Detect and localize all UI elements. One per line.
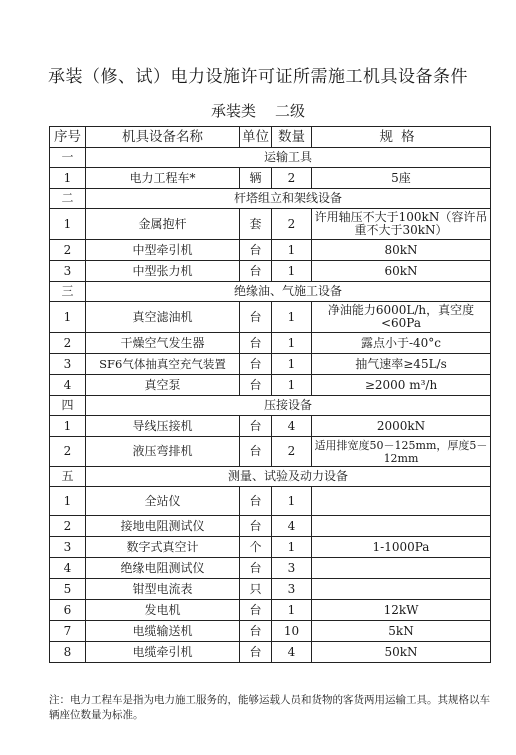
row-name: 接地电阻测试仪: [86, 516, 240, 537]
category-no: 二: [50, 189, 86, 209]
table-row: [50, 240, 491, 261]
row-spec: 2000kN: [312, 416, 491, 437]
row-unit: 台: [240, 416, 272, 437]
row-unit: 台: [240, 558, 272, 579]
row-unit: 套: [240, 209, 272, 240]
row-qty: 10: [272, 621, 312, 642]
row-unit: 台: [240, 642, 272, 663]
table-row: [50, 487, 491, 516]
table-row: [50, 375, 491, 396]
row-qty: 4: [272, 516, 312, 537]
row-name: 电缆牵引机: [86, 642, 240, 663]
row-no: 7: [50, 621, 86, 642]
table-row: [50, 621, 491, 642]
row-unit: 辆: [240, 168, 272, 189]
row-unit: 台: [240, 375, 272, 396]
table-row: [50, 302, 491, 333]
row-name: 中型牵引机: [86, 240, 240, 261]
row-qty: 2: [272, 209, 312, 240]
row-unit: 台: [240, 487, 272, 516]
row-qty: 1: [272, 302, 312, 333]
row-unit: 台: [240, 516, 272, 537]
row-name: 电力工程车*: [86, 168, 240, 189]
row-qty: 1: [272, 375, 312, 396]
category-row: [50, 282, 491, 302]
category-title: 绝缘油、气施工设备: [86, 282, 491, 302]
category-title: 杆塔组立和架线设备: [86, 189, 491, 209]
table-row: [50, 642, 491, 663]
row-no: 1: [50, 302, 86, 333]
row-name: 导线压接机: [86, 416, 240, 437]
header-qty: 数量: [272, 127, 312, 148]
table-row: [50, 579, 491, 600]
row-qty: 1: [272, 537, 312, 558]
row-qty: 2: [272, 168, 312, 189]
table-row: [50, 437, 491, 467]
row-unit: 台: [240, 302, 272, 333]
document-title: 承装（修、试）电力设施许可证所需施工机具设备条件: [48, 67, 468, 87]
header-unit: 单位: [240, 127, 272, 148]
row-spec: 适用排宽度50－125mm，厚度5－12mm: [312, 437, 491, 467]
row-no: 6: [50, 600, 86, 621]
row-spec: [312, 516, 491, 537]
row-spec: ≥2000 m³/h: [312, 375, 491, 396]
row-unit: 台: [240, 600, 272, 621]
category-row: [50, 148, 491, 168]
row-unit: 台: [240, 261, 272, 282]
row-name: 电缆输送机: [86, 621, 240, 642]
header-no: 序号: [50, 127, 86, 148]
row-name: SF6气体抽真空充气装置: [86, 354, 240, 375]
row-name: 金属抱杆: [86, 209, 240, 240]
row-spec: 12kW: [312, 600, 491, 621]
row-spec: 80kN: [312, 240, 491, 261]
category-row: [50, 189, 491, 209]
row-qty: 1: [272, 600, 312, 621]
row-no: 8: [50, 642, 86, 663]
header-spec: 规格: [312, 127, 491, 148]
row-qty: 4: [272, 416, 312, 437]
row-no: 2: [50, 240, 86, 261]
category-row: [50, 396, 491, 416]
header-name: 机具设备名称: [86, 127, 240, 148]
row-unit: 台: [240, 621, 272, 642]
category-title: 压接设备: [86, 396, 491, 416]
category-no: 四: [50, 396, 86, 416]
row-no: 3: [50, 261, 86, 282]
table-row: [50, 516, 491, 537]
table-row: [50, 537, 491, 558]
row-spec: 许用轴压不大于100kN（容许吊重不大于30kN）: [312, 209, 491, 240]
row-no: 2: [50, 333, 86, 354]
row-unit: 台: [240, 437, 272, 467]
document-subtitle: 承装类 二级: [210, 102, 306, 120]
row-name: 液压弯排机: [86, 437, 240, 467]
table-row: [50, 558, 491, 579]
row-qty: 1: [272, 354, 312, 375]
row-no: 2: [50, 516, 86, 537]
row-name: 真空泵: [86, 375, 240, 396]
category-title: 测量、试验及动力设备: [86, 467, 491, 487]
row-name: 数字式真空计: [86, 537, 240, 558]
row-no: 3: [50, 537, 86, 558]
row-name: 中型张力机: [86, 261, 240, 282]
row-unit: 个: [240, 537, 272, 558]
row-unit: 只: [240, 579, 272, 600]
row-spec: 60kN: [312, 261, 491, 282]
row-spec: 5kN: [312, 621, 491, 642]
table-row: [50, 261, 491, 282]
category-title: 运输工具: [86, 148, 491, 168]
table-row: [50, 333, 491, 354]
category-no: 五: [50, 467, 86, 487]
table-row: [50, 600, 491, 621]
row-spec: 5座: [312, 168, 491, 189]
row-name: 绝缘电阻测试仪: [86, 558, 240, 579]
row-name: 发电机: [86, 600, 240, 621]
row-qty: 4: [272, 642, 312, 663]
row-unit: 台: [240, 240, 272, 261]
row-no: 5: [50, 579, 86, 600]
row-name: 全站仪: [86, 487, 240, 516]
row-no: 1: [50, 209, 86, 240]
row-spec: 露点小于-40°c: [312, 333, 491, 354]
row-no: 4: [50, 558, 86, 579]
equipment-table: [49, 126, 491, 663]
row-qty: 1: [272, 487, 312, 516]
category-row: [50, 467, 491, 487]
row-qty: 2: [272, 437, 312, 467]
row-no: 1: [50, 416, 86, 437]
row-no: 4: [50, 375, 86, 396]
table-header-row: [50, 127, 491, 148]
row-spec: 50kN: [312, 642, 491, 663]
row-name: 干燥空气发生器: [86, 333, 240, 354]
row-name: 真空滤油机: [86, 302, 240, 333]
row-spec: 净油能力6000L/h，真空度<60Pa: [312, 302, 491, 333]
table-row: [50, 416, 491, 437]
table-row: [50, 354, 491, 375]
category-no: 三: [50, 282, 86, 302]
row-name: 钳型电流表: [86, 579, 240, 600]
row-qty: 1: [272, 240, 312, 261]
row-spec: 1-1000Pa: [312, 537, 491, 558]
row-no: 3: [50, 354, 86, 375]
row-qty: 3: [272, 579, 312, 600]
row-qty: 3: [272, 558, 312, 579]
row-spec: [312, 579, 491, 600]
row-no: 1: [50, 487, 86, 516]
row-qty: 1: [272, 333, 312, 354]
row-qty: 1: [272, 261, 312, 282]
row-spec: [312, 558, 491, 579]
row-unit: 台: [240, 333, 272, 354]
row-no: 2: [50, 437, 86, 467]
table-row: [50, 168, 491, 189]
row-no: 1: [50, 168, 86, 189]
row-spec: [312, 487, 491, 516]
row-spec: 抽气速率≥45L/s: [312, 354, 491, 375]
footnote: 注：电力工程车是指为电力施工服务的，能够运载人员和货物的客货两用运输工具。其规格以车辆座位数量为标准。: [49, 694, 490, 721]
table-row: [50, 209, 491, 240]
category-no: 一: [50, 148, 86, 168]
row-unit: 台: [240, 354, 272, 375]
